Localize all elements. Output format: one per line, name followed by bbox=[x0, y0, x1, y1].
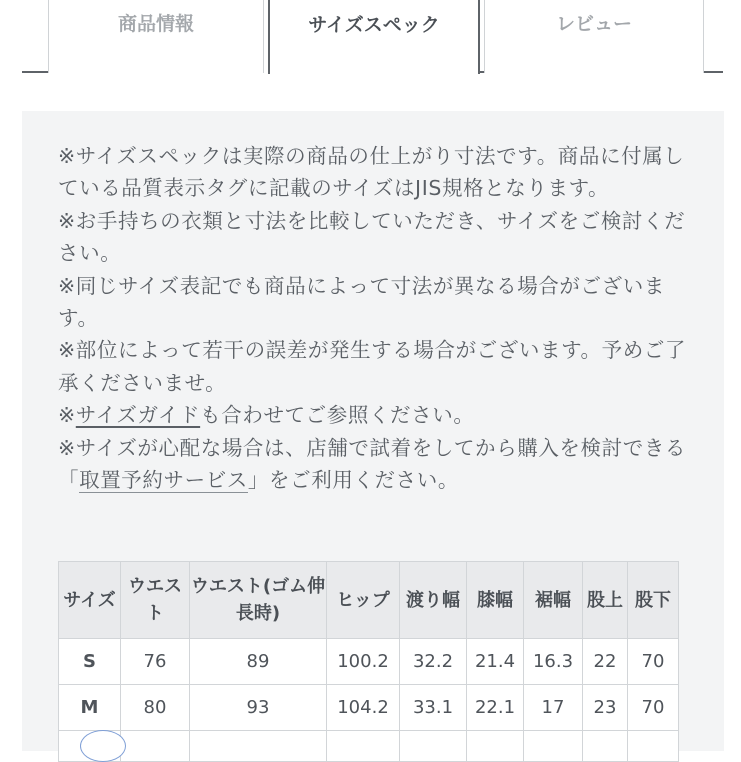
col-header: 渡り幅 bbox=[400, 562, 467, 639]
note-text: ※サイズが心配な場合は、店舗で試着をしてから購入を検討できる「 bbox=[58, 435, 687, 493]
table-header-row bbox=[59, 562, 679, 639]
table-cell bbox=[524, 731, 583, 762]
table-cell: 76 bbox=[121, 639, 190, 685]
table-cell: 22.1 bbox=[467, 685, 524, 731]
col-header: ウエスト(ゴム伸長時) bbox=[190, 562, 327, 639]
reservation-service-link[interactable]: 取置予約サービス bbox=[79, 468, 248, 493]
note-text: 」をご利用ください。 bbox=[247, 468, 459, 493]
note-item: ※部位によって若干の誤差が発生する場合がございます。予めご了承くださいませ。 bbox=[58, 338, 687, 395]
table-row bbox=[59, 639, 679, 685]
table-cell bbox=[467, 731, 524, 762]
note-item bbox=[58, 399, 688, 431]
table-cell: 32.2 bbox=[400, 639, 467, 685]
table-cell: 22 bbox=[583, 639, 628, 685]
note-text: も合わせてご参照ください。 bbox=[200, 403, 475, 428]
table-cell: 33.1 bbox=[400, 685, 467, 731]
table-cell bbox=[583, 731, 628, 762]
note-item bbox=[58, 432, 688, 497]
table-cell bbox=[327, 731, 400, 762]
table-cell: 23 bbox=[583, 685, 628, 731]
table-cell bbox=[400, 731, 467, 762]
tab-size-spec[interactable]: サイズスペック bbox=[268, 0, 480, 74]
table-row bbox=[59, 731, 679, 762]
tab-reviews[interactable]: レビュー bbox=[484, 0, 704, 73]
table-cell: 80 bbox=[121, 685, 190, 731]
table-cell: 89 bbox=[190, 639, 327, 685]
col-header: 股上 bbox=[583, 562, 628, 639]
table-cell: 70 bbox=[628, 685, 679, 731]
table-cell: 16.3 bbox=[524, 639, 583, 685]
chat-icon[interactable] bbox=[80, 730, 126, 762]
tab-product-info[interactable]: 商品情報 bbox=[48, 0, 264, 73]
note-text: ※ bbox=[58, 403, 76, 428]
table-cell: 70 bbox=[628, 639, 679, 685]
table-cell bbox=[628, 731, 679, 762]
size-table bbox=[58, 561, 679, 762]
table-cell bbox=[190, 731, 327, 762]
table-cell: 104.2 bbox=[327, 685, 400, 731]
col-header: 膝幅 bbox=[467, 562, 524, 639]
table-cell: M bbox=[59, 685, 121, 731]
table-row bbox=[59, 685, 679, 731]
note-item: ※お手持ちの衣類と寸法を比較していただき、サイズをご検討ください。 bbox=[58, 208, 686, 266]
note-item: ※同じサイズ表記でも商品によって寸法が異なる場合がございます。 bbox=[58, 273, 665, 331]
table-cell: 21.4 bbox=[467, 639, 524, 685]
table-cell: 93 bbox=[190, 685, 327, 731]
table-cell: S bbox=[59, 639, 121, 685]
size-notes bbox=[58, 140, 688, 496]
col-header: 裾幅 bbox=[524, 562, 583, 639]
col-header: 股下 bbox=[628, 562, 679, 639]
note-item: ※サイズスペックは実際の商品の仕上がり寸法です。商品に付属している品質表示タグに記載のサイズはJIS規格となります。 bbox=[58, 144, 685, 201]
table-cell bbox=[121, 731, 190, 762]
col-header: ヒップ bbox=[327, 562, 400, 639]
table-cell: 100.2 bbox=[327, 639, 400, 685]
col-header: ウエスト bbox=[121, 562, 190, 639]
tab-baseline bbox=[22, 71, 50, 73]
table-cell: 17 bbox=[524, 685, 583, 731]
size-guide-link[interactable]: サイズガイド bbox=[75, 403, 201, 428]
tab-bar bbox=[0, 0, 741, 80]
col-header: サイズ bbox=[59, 562, 121, 639]
